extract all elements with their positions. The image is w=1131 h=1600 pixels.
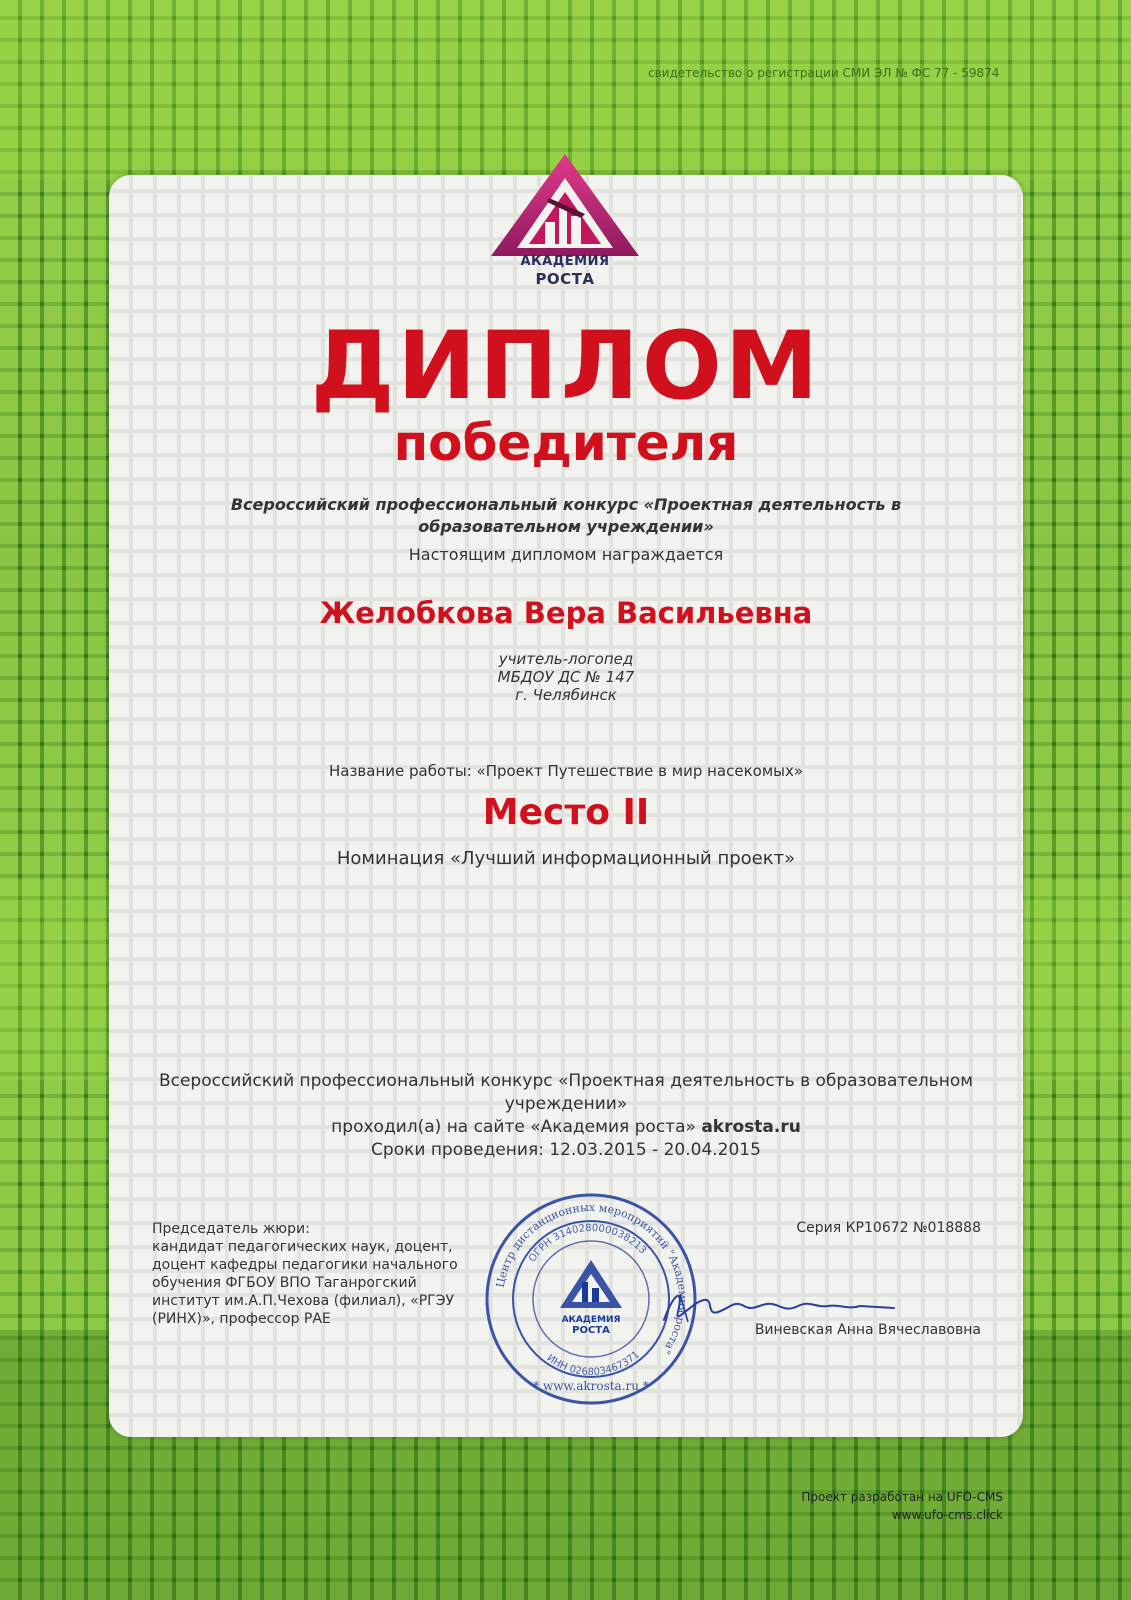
footer-credit-link[interactable]: www.ufo-cms.click [891,1508,1003,1522]
jury-chair-line: кандидат педагогических наук, доцент, [152,1239,453,1255]
diploma-title: ДИПЛОМ [310,312,822,421]
contest-info-block [130,1070,1002,1162]
recipient-org: МБДОУ ДС № 147 [497,668,635,686]
jury-chair-label: Председатель жюри: [152,1221,310,1237]
stamp-logo-line1: АКАДЕМИЯ [561,1315,621,1325]
awarded-text: Настоящим дипломом награждается [408,545,724,564]
site-prefix: проходил(а) на сайте «Академия роста» [331,1117,696,1137]
logo-text-line1: АКАДЕМИЯ [520,254,610,269]
jury-chair-block [152,1220,492,1328]
place-award: Место II [482,792,650,833]
signer-name: Виневская Анна Вячеславовна [754,1322,981,1338]
logo-text-line2: РОСТА [535,270,595,288]
stamp-outer-text: Центр дистанционных мероприятий "Академия роста" [493,1200,690,1357]
diploma-subtitle: победителя [393,414,739,472]
recipient-name: Желобкова Вера Васильевна [319,596,813,630]
jury-chair-line: (РИНХ)», профессор РАЕ [152,1311,331,1327]
recipient-city: г. Челябинск [515,686,617,704]
recipient-position: учитель-логопед [498,650,634,668]
site-line [130,1116,1002,1139]
academy-logo [489,152,641,302]
footer-credit-line: Проект разработан на UFO-CMS [801,1490,1003,1504]
registration-note: свидетельство о регистрации СМИ ЭЛ № ФС 77 - 59874 [648,66,1000,80]
contest-title: Всероссийский профессиональный конкурс «Проектная деятельность в образовательном учреждении» [230,495,902,536]
jury-chair-line: институт им.А.П.Чехова (филиал), «РГЭУ [152,1293,455,1309]
academy-triangle-logo-icon [489,152,641,262]
footer-credit [703,1488,1003,1524]
jury-chair-line: доцент кафедры педагогики начального [152,1257,458,1273]
stamp-inn: ИНН 026803467371 [544,1349,642,1379]
work-title: Название работы: «Проект Путешествие в мир насекомых» [328,762,804,780]
bottom-contest-title: Всероссийский профессиональный конкурс «Проектная деятельность в образовательном учреждении» [158,1071,974,1114]
contest-dates: Сроки проведения: 12.03.2015 - 20.04.2015 [371,1140,761,1160]
jury-chair-line: обучения ФГБОУ ВПО Таганрогский [152,1275,417,1291]
stamp-url: * www.akrosta.ru * [533,1379,649,1393]
official-stamp-icon [482,1190,700,1408]
site-link[interactable]: akrosta.ru [701,1117,801,1137]
nomination: Номинация «Лучший информационный проект» [336,848,796,869]
stamp-ogrn: ОГРН 314028000038213 [526,1222,649,1265]
diploma-series: Серия КР10672 №018888 [796,1220,981,1236]
stamp-logo-line2: РОСТА [572,1325,610,1336]
recipient-details [160,650,972,704]
